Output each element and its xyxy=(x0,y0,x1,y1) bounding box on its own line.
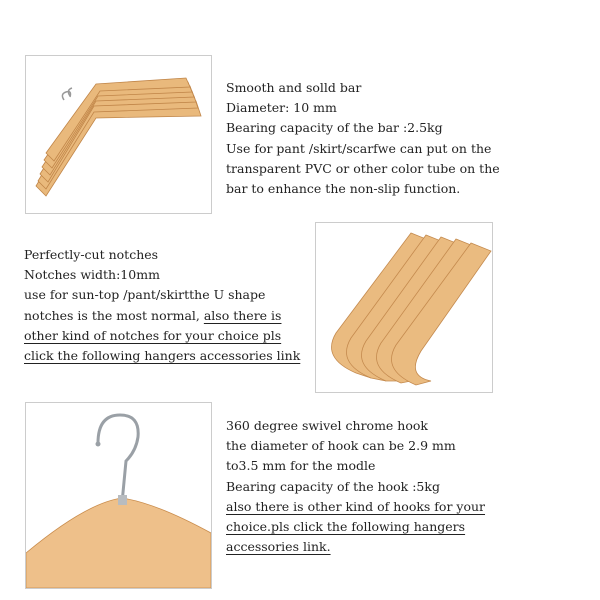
text-line: Bearing capacity of the hook :5kg xyxy=(226,478,440,494)
text-line: the diameter of hook can be 2.9 mm xyxy=(226,438,456,454)
accessories-link[interactable]: choice.pls click the following hangers xyxy=(226,519,466,535)
text-line: Diameter: 10 mm xyxy=(226,100,337,116)
hook-description xyxy=(226,416,485,557)
accessories-link[interactable]: other kind of notches for your choice pls xyxy=(24,327,282,343)
text-line: bar to enhance the non-slip function. xyxy=(226,181,461,197)
stacked-hangers-photo xyxy=(25,55,212,214)
accessories-link[interactable]: click the following hangers accessories link xyxy=(24,348,301,364)
text-line: Notches width:10mm xyxy=(24,267,160,283)
text-line: transparent PVC or other color tube on the xyxy=(226,160,500,176)
bar-description xyxy=(226,78,500,199)
text-line: Perfectly-cut notches xyxy=(24,247,159,262)
accessories-link[interactable]: also there is xyxy=(203,307,282,323)
notches-closeup-photo xyxy=(315,222,493,393)
hook-illustration xyxy=(26,403,211,588)
accessories-link[interactable]: accessories link. xyxy=(226,539,331,555)
text-line: 360 degree swivel chrome hook xyxy=(226,418,428,433)
text-line: to3.5 mm for the modle xyxy=(226,458,376,474)
notches-description xyxy=(24,245,300,366)
stacked-hangers-illustration xyxy=(26,56,211,213)
text-line xyxy=(24,306,300,326)
notches-illustration xyxy=(316,223,492,392)
accessories-link[interactable]: also there is other kind of hooks for your xyxy=(226,498,486,514)
text-line: use for sun-top /pant/skirtthe U shape xyxy=(24,287,266,303)
text-line: Smooth and solld bar xyxy=(226,80,362,95)
text-span: notches is the most normal, xyxy=(24,307,204,323)
chrome-hook-photo xyxy=(25,402,212,589)
text-line: Bearing capacity of the bar :2.5kg xyxy=(226,120,443,136)
text-line: Use for pant /skirt/scarfwe can put on the xyxy=(226,140,492,156)
